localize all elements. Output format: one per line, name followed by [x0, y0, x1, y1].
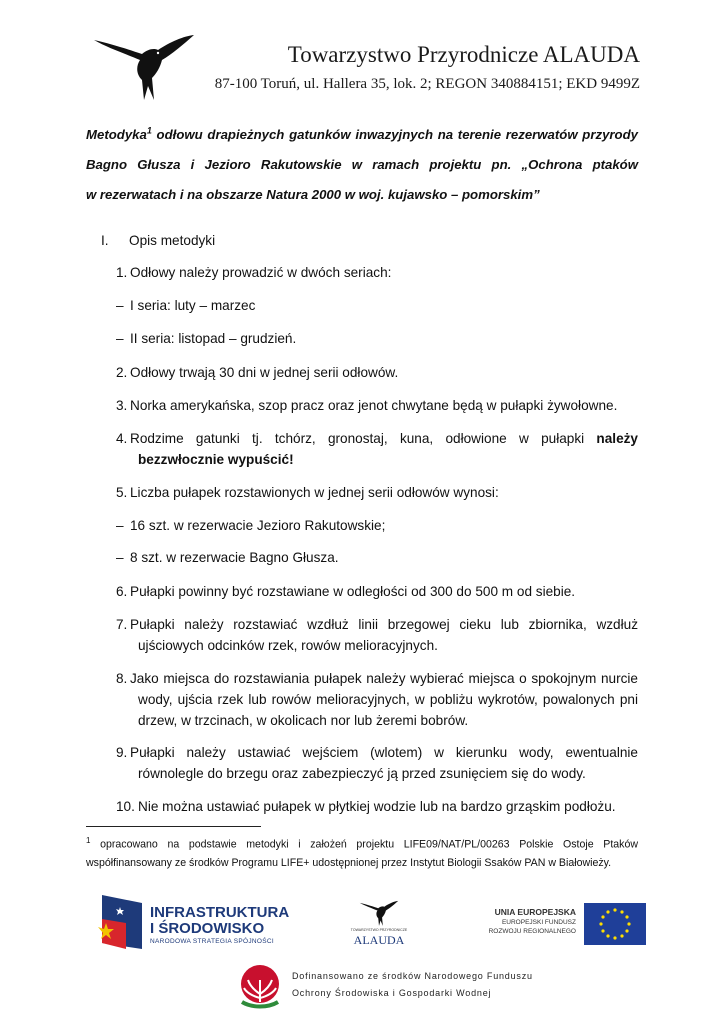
title-line-2: Bagno Głusza i Jezioro Rakutowskie w ramach projektu pn. „Ochrona ptaków [86, 157, 638, 172]
document-title [86, 120, 638, 210]
list-item-number: 8. [116, 671, 128, 686]
list-item-number: 9. [116, 745, 128, 760]
alauda-small-bird-icon [359, 900, 399, 928]
list-item: Nie można ustawiać pułapek w płytkiej wodzie lub na bardzo grząskim podłożu. [138, 799, 616, 814]
list-item-line: wody, ujścia rzek lub rowów melioracyjnych, w pobliżu wykrotów, powalonych pni [138, 692, 638, 707]
infrastruktura-line-1: INFRASTRUKTURA [150, 904, 290, 921]
list-item-line: Jako miejsca do rozstawiania pułapek należy wybierać miejsca o spokojnym nurcie [130, 671, 638, 686]
eu-line-3: ROZWOJU REGIONALNEGO [488, 928, 576, 935]
dash-bullet: – [116, 298, 124, 313]
bold-emphasis: należy [584, 431, 638, 446]
eu-line-2: EUROPEJSKI FUNDUSZ [501, 919, 576, 926]
list-item: Norka amerykańska, szop pracz oraz jenot chwytane będą w pułapki żywołowne. [130, 398, 618, 413]
infrastruktura-line-2: I ŚRODOWISKO [150, 920, 265, 937]
list-item-text: Rodzime gatunki tj. tchórz, gronostaj, kuna, odłowione w pułapki [130, 431, 585, 446]
footnote-mark: 1 [86, 836, 91, 845]
list-item-line: Pułapki należy ustawiać wejściem (wlotem) w kierunku wody, ewentualnie [130, 745, 638, 760]
funding-line-2: Ochrony Środowiska i Gospodarki Wodnej [292, 988, 492, 998]
footnote [86, 832, 638, 872]
alauda-bird-logo [92, 34, 196, 104]
list-item-number: 2. [116, 365, 128, 380]
section-number: I. [101, 233, 109, 248]
title-word: Metodyka [86, 127, 147, 142]
list-item: 8 szt. w rezerwacie Bagno Głusza. [130, 550, 339, 565]
organization-address: 87-100 Toruń, ul. Hallera 35, lok. 2; REGON 340884151; EKD 9499Z [214, 76, 640, 92]
infrastruktura-emblem-icon [96, 893, 146, 951]
footnote-separator [86, 826, 261, 827]
title-line-3: w rezerwatach i na obszarze Natura 2000 w woj. kujawsko – pomorskim” [86, 187, 540, 202]
list-item-line: drzew, w trzcinach, w okolicach nor lub żeremi bobrów. [138, 713, 469, 728]
footnote-line-1: opracowano na podstawie metodyki i założeń projektu LIFE09/NAT/PL/00263 Polskie Ostoje Ptaków [90, 838, 638, 851]
dash-bullet: – [116, 550, 124, 565]
organization-name: Towarzystwo Przyrodnicze ALAUDA [287, 42, 640, 67]
list-item-number: 7. [116, 617, 128, 632]
infrastruktura-srodowisko-logo [96, 893, 296, 951]
list-item-number: 4. [116, 431, 128, 446]
dash-bullet: – [116, 518, 124, 533]
list-item-number: 5. [116, 485, 128, 500]
list-item-number: 1. [116, 265, 128, 280]
alauda-footer-logo [346, 900, 412, 948]
eu-erdf-logo [478, 903, 646, 945]
list-item: 16 szt. w rezerwacie Jezioro Rakutowskie; [130, 518, 386, 533]
eu-flag-icon [584, 903, 646, 945]
list-item-number: 6. [116, 584, 128, 599]
list-item-line: równolegle do brzegu oraz zabezpieczyć ją przed zsunięciem się do wody. [138, 766, 586, 781]
bold-emphasis: bezzwłocznie wypuścić! [138, 452, 294, 467]
list-item-number: 3. [116, 398, 128, 413]
alauda-caption: ALAUDA [353, 933, 405, 947]
list-item: Odłowy należy prowadzić w dwóch seriach: [130, 265, 392, 280]
list-item: I seria: luty – marzec [130, 298, 256, 313]
list-item: Pułapki powinny być rozstawiane w odległości od 300 do 500 m od siebie. [130, 584, 576, 599]
title-line-1: odłowu drapieżnych gatunków inwazyjnych na terenie rezerwatów przyrody [151, 127, 638, 142]
title-footnote-ref[interactable]: 1 [146, 125, 152, 136]
funding-note [292, 968, 533, 1002]
section-heading: Opis metodyki [129, 233, 216, 248]
infrastruktura-subtitle: NARODOWA STRATEGIA SPÓJNOŚCI [150, 938, 274, 945]
dash-bullet: – [116, 331, 124, 346]
footnote-line-2: współfinansowany ze środków Programu LIFE+ udostępnionej przez Instytut Biologii Ssaków PAN w Białowieży. [86, 856, 612, 869]
list-item: Liczba pułapek rozstawionych w jednej serii odłowów wynosi: [130, 485, 499, 500]
alauda-small-caption: TOWARZYSTWO PRZYRODNICZE [350, 928, 408, 932]
list-item: Odłowy trwają 30 dni w jednej serii odłowów. [130, 365, 399, 380]
list-item: II seria: listopad – grudzień. [130, 331, 297, 346]
list-item-line: Pułapki należy rozstawiać wzdłuż linii brzegowej cieku lub zbiornika, wzdłuż [130, 617, 638, 632]
list-item-number: 10. [116, 799, 135, 814]
funding-line-1: Dofinansowano ze środków Narodowego Funduszu [292, 971, 533, 981]
eu-line-1: UNIA EUROPEJSKA [494, 907, 576, 917]
list-item-line: ujściowych odcinków rzek, rowów melioracyjnych. [138, 638, 438, 653]
nfosigw-logo-icon [238, 964, 282, 1010]
